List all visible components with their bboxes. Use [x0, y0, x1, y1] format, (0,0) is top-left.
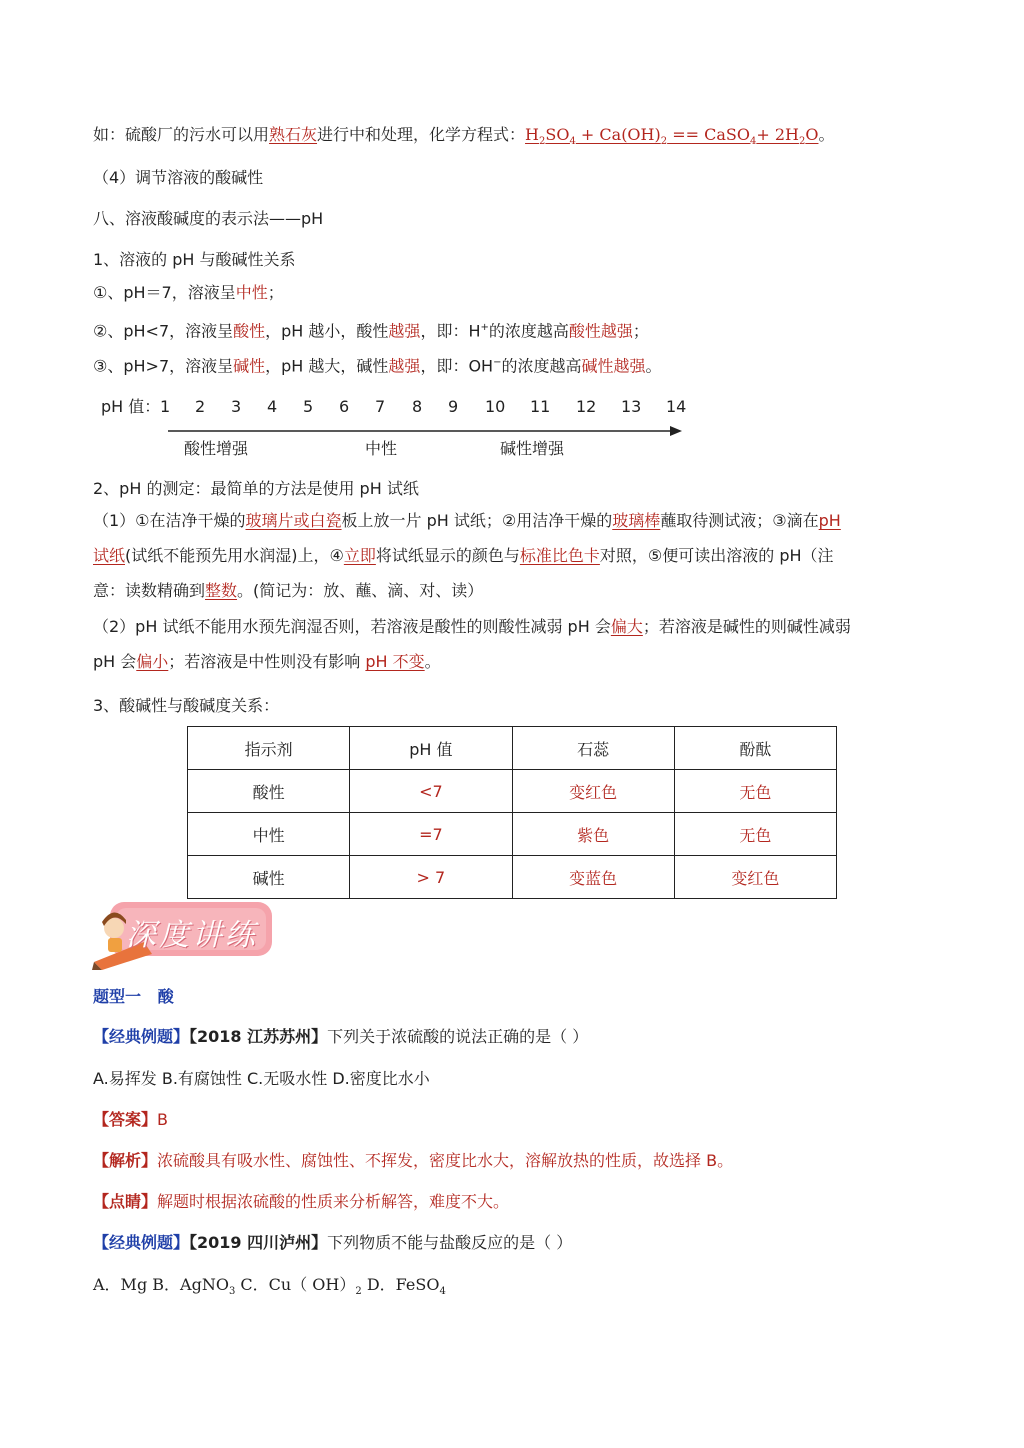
- topic-1-heading: 题型一 酸: [93, 987, 174, 1006]
- table-cell: 中性: [188, 813, 350, 856]
- question-2-options: A．Mg B．AgNO$_3$ C．Cu（ $OH)_2$ D．FeSO$_4$: [93, 1275, 446, 1298]
- tip-line: 【点睛】解题时根据浓硫酸的性质来分析解答，难度不大。: [93, 1192, 510, 1211]
- neutral-label: 中性: [365, 439, 398, 458]
- table-cell: 酸性: [188, 770, 350, 813]
- ph-scale-number: 12: [576, 397, 597, 416]
- ph-scale-number: 10: [485, 397, 506, 416]
- table-header: 石蕊: [512, 727, 674, 770]
- item-4: （4）调节溶液的酸碱性: [93, 168, 264, 187]
- hydrated-lime: 熟石灰: [269, 125, 318, 144]
- table-row: [188, 856, 837, 899]
- table-cell: 变红色: [674, 856, 836, 899]
- measure-step-line-1: （1）①在洁净干燥的玻璃片或白瓷板上放一片 pH 试纸；②用洁净干燥的玻璃棒蘸取待测试液；③滴在pH: [93, 511, 841, 530]
- table-cell: 变蓝色: [512, 856, 674, 899]
- table-row: [188, 770, 837, 813]
- acid-stronger-label: 酸性增强: [184, 439, 249, 458]
- ph-scale-number: 8: [412, 397, 423, 416]
- section-8-heading: 八、溶液酸碱度的表示法——pH: [93, 209, 324, 228]
- table-cell: <7: [350, 770, 512, 813]
- rule-acidic: ②、pH<7，溶液呈酸性，pH 越小，酸性越强，即：H+的浓度越高酸性越强；: [93, 321, 649, 341]
- ph-scale-number: 9: [448, 397, 459, 416]
- ph-scale-label: pH 值：: [101, 397, 161, 416]
- question-1: 【经典例题】【2018 江苏苏州】下列关于浓硫酸的说法正确的是（ ）: [93, 1027, 589, 1046]
- banner-title: 深度讲练: [126, 918, 258, 953]
- table-cell: 碱性: [188, 856, 350, 899]
- table-cell: 紫色: [512, 813, 674, 856]
- example-line: 如：硫酸厂的污水可以用熟石灰进行中和处理，化学方程式：$H_2SO_4 + Ca(OH)_2$ == CaSO$_4$+ $2H_2O$。: [93, 125, 835, 148]
- table-header-row: [188, 727, 837, 770]
- rule-basic: ③、pH>7，溶液呈碱性，pH 越大，碱性越强，即：OH−的浓度越高碱性越强。: [93, 356, 662, 376]
- table-header: pH 值: [350, 727, 512, 770]
- subheading-3: 3、酸碱性与酸碱度关系：: [93, 696, 280, 715]
- measure-step-line-3: 意：读数精确到整数。(简记为：放、蘸、滴、对、读）: [93, 581, 484, 600]
- chemical-equation: $H_2SO_4 + Ca(OH)_2$ == CaSO$_4$+ $2H_2O$: [525, 125, 819, 148]
- base-stronger-label: 碱性增强: [500, 439, 565, 458]
- table-row: [188, 813, 837, 856]
- section-banner: [92, 898, 274, 970]
- wet-paper-line-2: pH 会偏小；若溶液是中性则没有影响 pH 不变。: [93, 652, 441, 671]
- wet-paper-line-1: （2）pH 试纸不能用水预先润湿否则，若溶液是酸性的则酸性减弱 pH 会偏大；若溶液是碱性的则碱性减弱: [93, 617, 851, 636]
- question-1-options: A.易挥发 B.有腐蚀性 C.无吸水性 D.密度比水小: [93, 1069, 430, 1088]
- table-header: 指示剂: [188, 727, 350, 770]
- table-cell: 变红色: [512, 770, 674, 813]
- rule-neutral: ①、pH＝7，溶液呈中性；: [93, 283, 284, 302]
- answer-line: 【答案】B: [93, 1110, 168, 1129]
- ph-scale-number: 6: [339, 397, 350, 416]
- question-2: 【经典例题】【2019 四川泸州】下列物质不能与盐酸反应的是（ ）: [93, 1233, 573, 1252]
- ph-scale-number: 3: [231, 397, 242, 416]
- ph-scale-number: 2: [195, 397, 206, 416]
- subheading-1: 1、溶液的 pH 与酸碱性关系: [93, 250, 296, 269]
- measure-step-line-2: 试纸(试纸不能预先用水润湿)上，④立即将试纸显示的颜色与标准比色卡对照，⑤便可读出溶液的 pH（注: [93, 546, 834, 565]
- indicator-table: [187, 726, 837, 899]
- table-cell: 无色: [674, 813, 836, 856]
- table-cell: =7: [350, 813, 512, 856]
- table-cell: > 7: [350, 856, 512, 899]
- ph-scale-number: 11: [530, 397, 551, 416]
- ph-scale-number: 14: [666, 397, 687, 416]
- ph-scale-number: 5: [303, 397, 314, 416]
- ph-scale-number: 7: [375, 397, 386, 416]
- subheading-2: 2、pH 的测定：最简单的方法是使用 pH 试纸: [93, 479, 419, 498]
- table-header: 酚酞: [674, 727, 836, 770]
- analysis-line: 【解析】浓硫酸具有吸水性、腐蚀性、不挥发，密度比水大，溶解放热的性质，故选择 B。: [93, 1151, 734, 1170]
- table-cell: 无色: [674, 770, 836, 813]
- ph-scale-number: 1: [160, 397, 171, 416]
- ph-scale-number: 13: [621, 397, 642, 416]
- ph-scale-number: 4: [267, 397, 278, 416]
